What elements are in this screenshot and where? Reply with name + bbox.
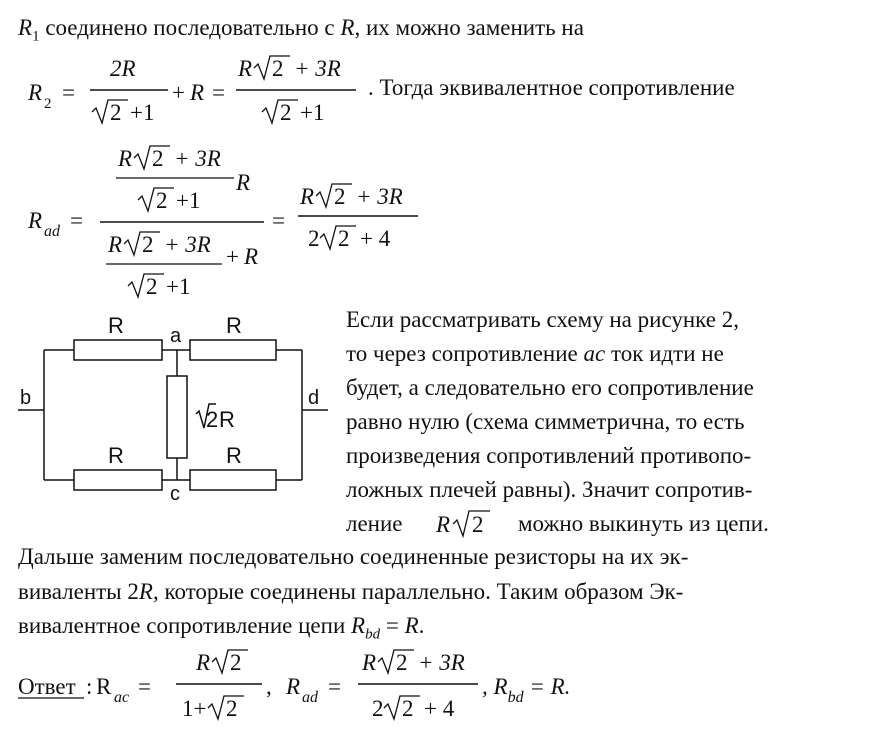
- label-bottom-left: R: [108, 443, 124, 468]
- p2-line-7a: ление: [346, 511, 403, 536]
- ans-end-r: , R: [482, 674, 508, 699]
- rad-d-plus: +: [226, 244, 239, 269]
- ans-rac-sub: ac: [114, 689, 130, 706]
- rad-res-den-4: + 4: [360, 226, 391, 251]
- r2-frac1-num: 2R: [110, 56, 136, 81]
- p3-l2c: , которые соединены параллельно. Таким образом Эк-: [152, 579, 684, 604]
- p3-l2a: виваленты 2: [18, 579, 139, 604]
- r2-frac2-den-2: 2: [280, 100, 292, 125]
- r2-eq1: =: [62, 80, 75, 105]
- ans-f1-num-2: 2: [230, 650, 242, 675]
- rad-d-R: R: [244, 244, 259, 269]
- node-c: c: [170, 483, 180, 505]
- node-d: d: [308, 387, 320, 409]
- p2-line-6: ложных плечей равны). Значит сопротив-: [346, 477, 753, 502]
- ans-eq2: =: [328, 674, 341, 699]
- p2-line-5: произведения сопротивлений противопо-: [346, 443, 752, 468]
- label-middle-2: 2: [206, 407, 219, 432]
- rad-dn-2: 2: [142, 232, 154, 257]
- ans-f2-den-2: 2: [372, 696, 384, 721]
- rad-nn-3R: + 3R: [174, 146, 221, 171]
- ans-rad-sub: ad: [302, 689, 318, 706]
- r2-frac2-num-R: R: [238, 56, 253, 81]
- r1-subscript: 1: [32, 28, 40, 45]
- r2-frac2-num-3R: + 3R: [294, 56, 341, 81]
- p3-l2b: R: [138, 579, 153, 604]
- ans-f1-den-2: 2: [226, 696, 238, 721]
- label-bottom-right: R: [226, 443, 242, 468]
- answer-label: Ответ: [18, 674, 76, 699]
- p3-l3e: R: [404, 613, 419, 638]
- r-symbol: R: [340, 15, 355, 40]
- rad-dd-2: 2: [146, 274, 158, 299]
- rad-eq1: =: [70, 208, 83, 233]
- p2-l2c: ток идти не: [605, 341, 724, 366]
- r2-eq2: =: [212, 80, 225, 105]
- p2-l2b: ac: [583, 341, 606, 366]
- rad-res-2: 2: [334, 184, 346, 209]
- rad-dn-3R: + 3R: [164, 232, 211, 257]
- p3-l3d: =: [380, 613, 405, 638]
- node-a: a: [170, 325, 182, 347]
- r2-frac1-den-2: 2: [110, 100, 122, 125]
- text-l1-d: , их можно заменить на: [354, 15, 584, 40]
- ans-f2-num-2: 2: [396, 650, 408, 675]
- ans-f1-num-R: R: [196, 650, 211, 675]
- p3-l3c: bd: [365, 626, 381, 643]
- r2-R: R: [28, 80, 43, 105]
- rad-res-den-sqrt: 2: [338, 226, 350, 251]
- rad-res-3R: + 3R: [356, 184, 403, 209]
- ans-end-sub: bd: [507, 689, 524, 706]
- r2-frac1-den-1: +1: [130, 100, 155, 125]
- node-b: b: [20, 387, 32, 409]
- answer-colon: :: [86, 674, 93, 699]
- label-top-left: R: [108, 313, 124, 338]
- p3-l3b: R: [351, 613, 366, 638]
- p2-line-3: будет, а следовательно его сопротивление: [346, 375, 754, 400]
- r2-frac2-den-1: +1: [300, 100, 325, 125]
- rad-res-R: R: [300, 184, 315, 209]
- ans-eq1: =: [138, 674, 151, 699]
- ans-f2-den-sqrt: 2: [402, 696, 414, 721]
- rad-nn-R: R: [118, 146, 133, 171]
- p2-line-7b: можно выкинуть из цепи.: [518, 511, 769, 536]
- rad-nd-1: +1: [176, 188, 201, 213]
- r2-plus: +: [172, 80, 185, 105]
- ans-f2-num-3R: + 3R: [418, 650, 465, 675]
- ans-f2-den-4: + 4: [424, 696, 455, 721]
- label-middle-R: R: [219, 407, 235, 432]
- ans-comma: ,: [266, 674, 272, 699]
- rad-R: R: [28, 208, 43, 233]
- r2-frac2-num-2: 2: [272, 56, 284, 81]
- ans-rac-R: R: [96, 674, 112, 699]
- text-line-2-tail: . Тогда эквивалентное сопротивление: [368, 75, 735, 100]
- ans-end-tail: = R.: [523, 674, 571, 699]
- r2-R-2: R: [190, 80, 205, 105]
- rad-nd-2: 2: [156, 188, 168, 213]
- rad-sub: ad: [44, 223, 60, 240]
- r1-symbol: R: [18, 15, 33, 40]
- rad-n-R: R: [236, 170, 251, 195]
- p3-l3a: вивалентное сопротивление цепи: [18, 613, 352, 638]
- p2-l2a: то через сопротивление: [346, 341, 584, 366]
- p2-r: R: [436, 512, 451, 537]
- rad-eq2: =: [272, 208, 285, 233]
- p2-2: 2: [472, 512, 484, 537]
- p2-line-1: Если рассматривать схему на рисунке 2,: [346, 307, 739, 332]
- r2-sub: 2: [44, 96, 52, 112]
- p2-line-4: равно нулю (схема симметрична, то есть: [346, 409, 745, 434]
- rad-dd-1: +1: [166, 274, 191, 299]
- rad-nn-2: 2: [152, 146, 164, 171]
- ans-f1-den-1: 1+: [182, 696, 207, 721]
- ans-end-rbd: [482, 674, 570, 706]
- ans-f2-num-R: R: [362, 650, 377, 675]
- ans-rad-R: R: [286, 674, 301, 699]
- p3-l3f: .: [418, 613, 425, 638]
- p3-line-1: Дальше заменим последовательно соединенные резисторы на их эк-: [18, 544, 689, 569]
- label-top-right: R: [226, 313, 242, 338]
- text-l1-b: соединено последовательно с: [39, 15, 341, 40]
- rad-dn-R: R: [108, 232, 123, 257]
- rad-res-den-2: 2: [308, 226, 320, 251]
